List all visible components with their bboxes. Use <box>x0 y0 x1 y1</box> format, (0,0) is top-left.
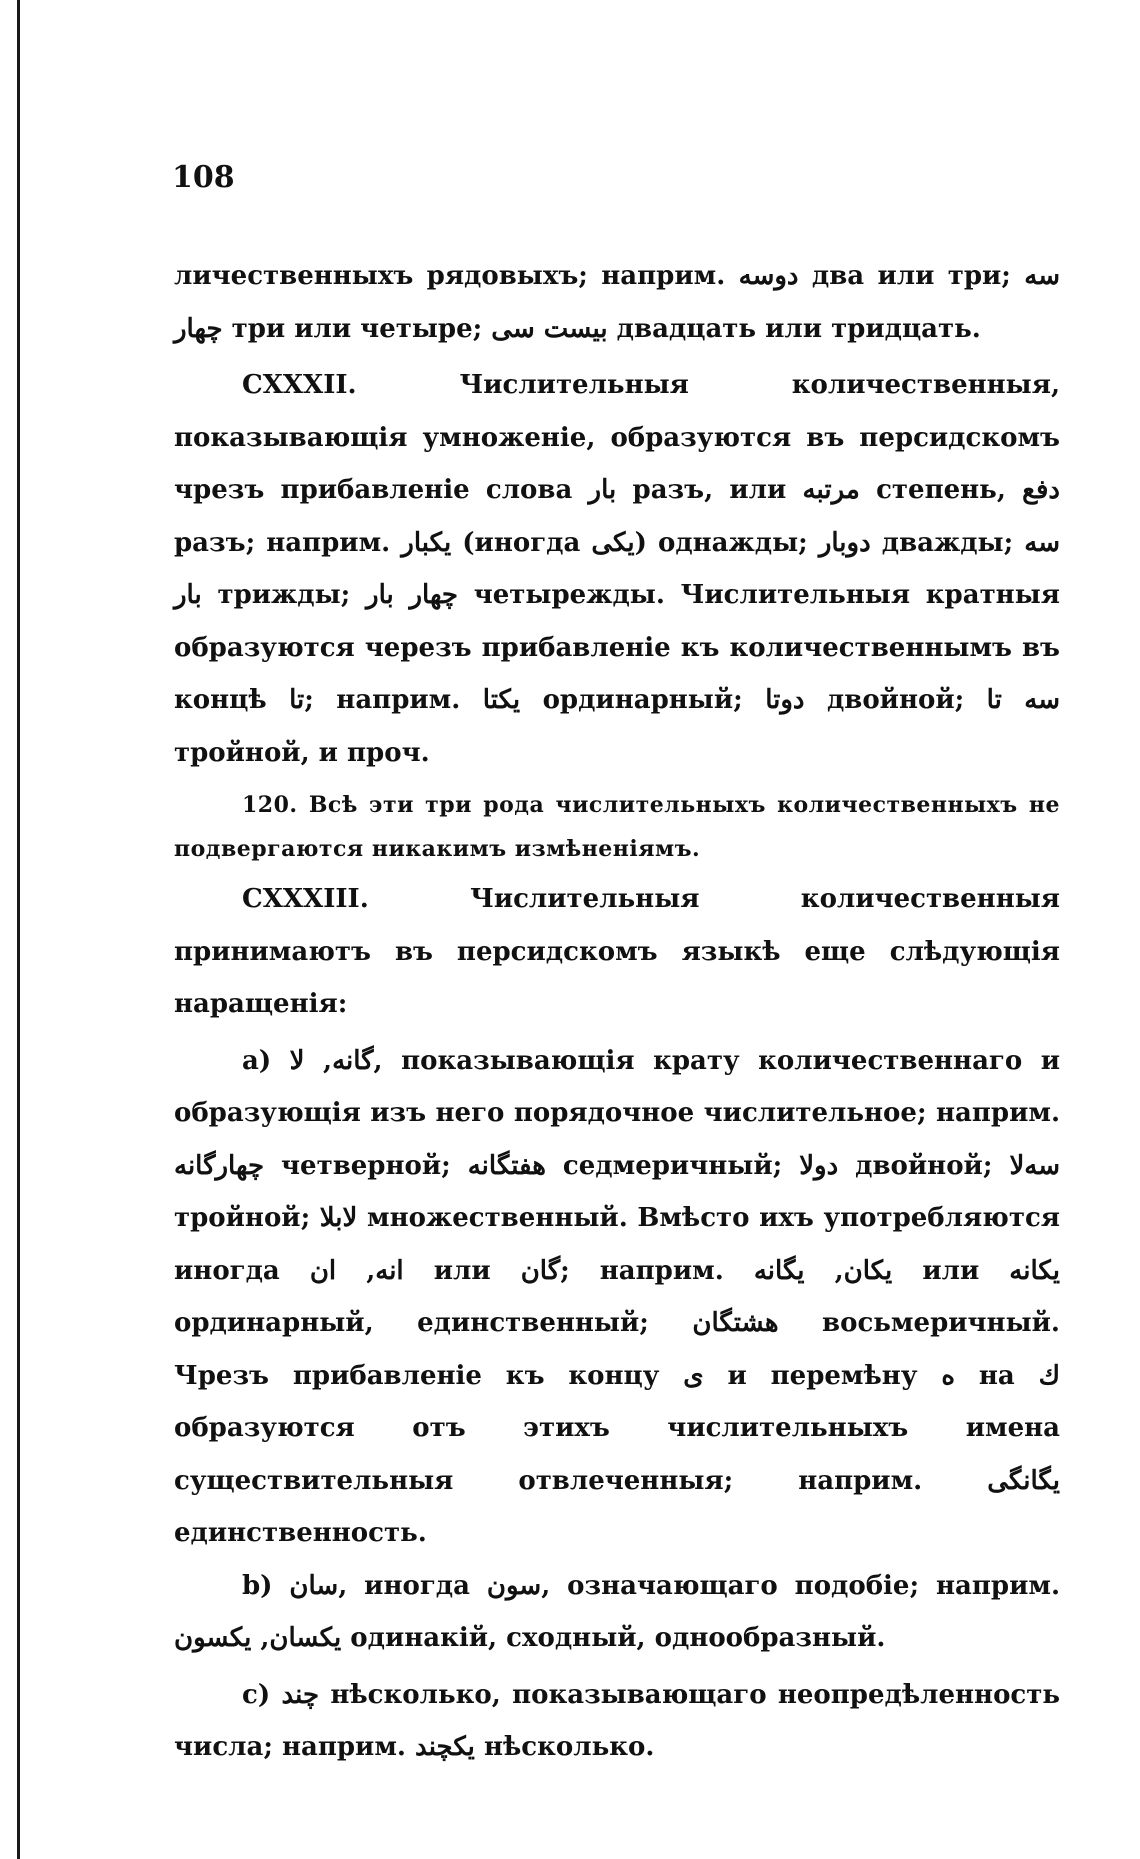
paragraph-item-a: a) گانه, لا, показывающія крату количественнаго и образующія изъ него порядочное числительное; наприм. چهارگانه четверной; هفتگانه седмеричный; دولا двойной; سه‌لا тройной; لابلا множественный. Вмѣсто ихъ употребляются иногда انه, ان или گان; наприм. یکان, یگانه или یکانه ординарный, единственный; هشتگان восьмеричный. Чрезъ прибавленіе къ концу ی и перемѣну ه на ك образуются отъ этихъ числительныхъ имена существительныя отвлеченныя; наприм. یگانگی единственность. <box>174 1045 1060 1548</box>
paragraph-continuation: личественныхъ рядовыхъ; наприм. دوسه два или три; سه چهار три или четыре; بیست سی двадцать или тридцать. <box>174 261 1060 344</box>
page-edge-line <box>17 0 20 1859</box>
paragraph-item-b: b) سان, иногда سون, означающаго подобіе; наприм. یکسان, یکسون одинакій, сходный, однообразный. <box>174 1570 1060 1653</box>
paragraph-section-cxxxii: CXXXII. Числительныя количественныя, показывающія умноженіе, образуются въ персидскомъ чрезъ прибавленіе слова بار разъ, или مرتبه степень, دفع разъ; наприм. یکبار (иногда یکی) однажды; دوبار дважды; سه بار трижды; چهار بار четырежды. Числительныя кратныя образуются черезъ прибавленіе къ количественнымъ въ концѣ تا; наприм. یکتا ординарный; دوتا двойной; سه تا тройной, и проч. <box>174 370 1061 768</box>
body-text <box>174 250 1060 1774</box>
paragraph-section-cxxxiii: CXXXIII. Числительныя количественныя принимаютъ въ персидскомъ языкѣ еще слѣдующія нарaщенія: <box>174 884 1060 1019</box>
paragraph-item-c: c) چند нѣсколько, показывающаго неопредѣленность числа; наприм. یکچند нѣсколько. <box>174 1679 1060 1762</box>
page-number: 108 <box>172 160 235 195</box>
paragraph-note-120: 120. Всѣ эти три рода числительныхъ количественныхъ не подвергаются никакимъ измѣненіямъ. <box>174 792 1060 862</box>
